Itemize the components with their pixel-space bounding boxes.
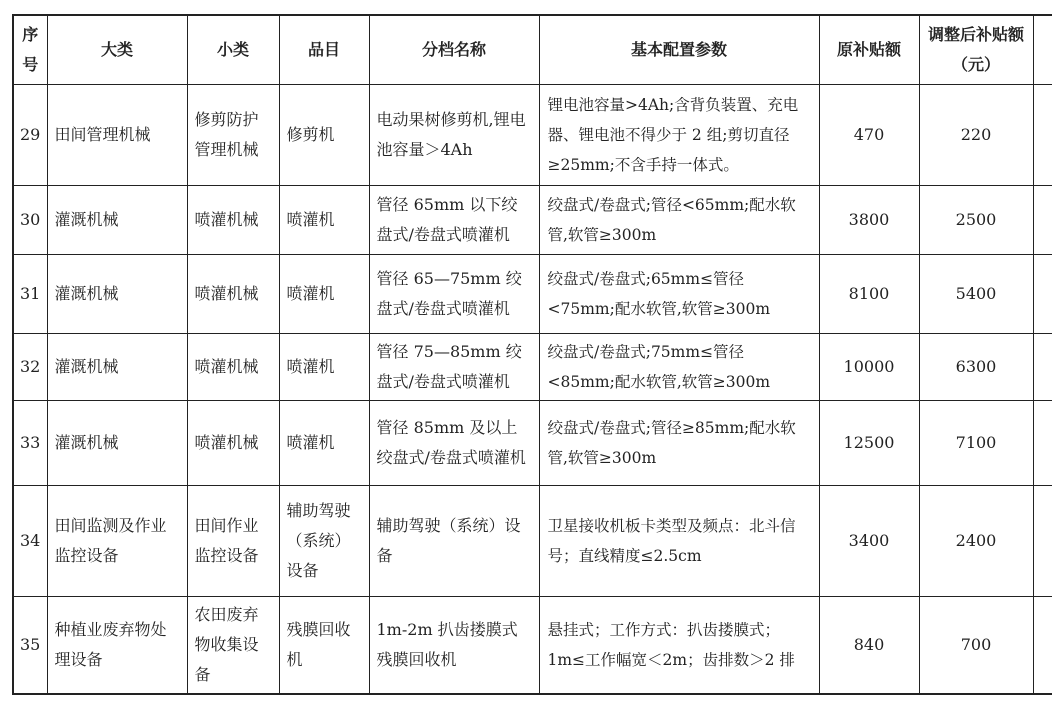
header-extra-column — [1033, 15, 1052, 85]
cell-config: 锂电池容量>4Ah;含背负装置、充电器、锂电池不得少于 2 组;剪切直径≥25mm;不含手持一体式。 — [539, 85, 819, 186]
cell-config: 悬挂式；工作方式：扒齿搂膜式；1m≤工作幅宽＜2m；齿排数＞2 排 — [539, 597, 819, 695]
cell-adjusted-subsidy: 2400 — [919, 486, 1033, 597]
header-index: 序号 — [13, 15, 47, 85]
cell-extra — [1033, 186, 1052, 255]
cell-adjusted-subsidy: 700 — [919, 597, 1033, 695]
cell-subcategory: 农田废弃物收集设备 — [187, 597, 279, 695]
header-category: 大类 — [47, 15, 187, 85]
cell-config: 绞盘式/卷盘式;75mm≤管径<85mm;配水软管,软管≥300m — [539, 334, 819, 401]
cell-category: 灌溉机械 — [47, 186, 187, 255]
cell-category: 灌溉机械 — [47, 401, 187, 486]
cell-tier: 1m-2m 扒齿搂膜式残膜回收机 — [369, 597, 539, 695]
cell-index: 30 — [13, 186, 47, 255]
cell-category: 灌溉机械 — [47, 255, 187, 334]
cell-config: 绞盘式/卷盘式;管径<65mm;配水软管,软管≥300m — [539, 186, 819, 255]
cell-tier: 电动果树修剪机,锂电池容量＞4Ah — [369, 85, 539, 186]
cell-adjusted-subsidy: 2500 — [919, 186, 1033, 255]
subsidy-table-container — [12, 14, 1052, 695]
cell-index: 29 — [13, 85, 47, 186]
cell-tier: 管径 65—75mm 绞盘式/卷盘式喷灌机 — [369, 255, 539, 334]
table-row — [13, 597, 1052, 695]
header-original-subsidy: 原补贴额 — [819, 15, 919, 85]
cell-original-subsidy: 840 — [819, 597, 919, 695]
cell-original-subsidy: 3800 — [819, 186, 919, 255]
cell-config: 绞盘式/卷盘式;65mm≤管径<75mm;配水软管,软管≥300m — [539, 255, 819, 334]
cell-original-subsidy: 10000 — [819, 334, 919, 401]
cell-extra — [1033, 597, 1052, 695]
cell-original-subsidy: 3400 — [819, 486, 919, 597]
cell-extra — [1033, 85, 1052, 186]
cell-config: 卫星接收机板卡类型及频点：北斗信号；直线精度≤2.5cm — [539, 486, 819, 597]
table-row — [13, 85, 1052, 186]
table-row — [13, 186, 1052, 255]
cell-subcategory: 修剪防护管理机械 — [187, 85, 279, 186]
header-row — [13, 15, 1052, 85]
cell-extra — [1033, 334, 1052, 401]
header-item: 品目 — [279, 15, 369, 85]
cell-index: 31 — [13, 255, 47, 334]
cell-subcategory: 喷灌机械 — [187, 334, 279, 401]
cell-index: 33 — [13, 401, 47, 486]
cell-extra — [1033, 401, 1052, 486]
cell-category: 灌溉机械 — [47, 334, 187, 401]
cell-item: 喷灌机 — [279, 334, 369, 401]
cell-item: 喷灌机 — [279, 401, 369, 486]
header-config: 基本配置参数 — [539, 15, 819, 85]
cell-subcategory: 喷灌机械 — [187, 401, 279, 486]
cell-item: 喷灌机 — [279, 186, 369, 255]
header-subcategory: 小类 — [187, 15, 279, 85]
cell-adjusted-subsidy: 220 — [919, 85, 1033, 186]
cell-category: 田间监测及作业监控设备 — [47, 486, 187, 597]
table-row — [13, 255, 1052, 334]
cell-index: 34 — [13, 486, 47, 597]
cell-original-subsidy: 12500 — [819, 401, 919, 486]
cell-adjusted-subsidy: 7100 — [919, 401, 1033, 486]
cell-item: 修剪机 — [279, 85, 369, 186]
cell-adjusted-subsidy: 5400 — [919, 255, 1033, 334]
table-row — [13, 486, 1052, 597]
header-tier: 分档名称 — [369, 15, 539, 85]
table-row — [13, 401, 1052, 486]
cell-item: 喷灌机 — [279, 255, 369, 334]
cell-extra — [1033, 486, 1052, 597]
cell-subcategory: 喷灌机械 — [187, 186, 279, 255]
cell-tier: 管径 75—85mm 绞盘式/卷盘式喷灌机 — [369, 334, 539, 401]
cell-adjusted-subsidy: 6300 — [919, 334, 1033, 401]
cell-index: 35 — [13, 597, 47, 695]
cell-tier: 辅助驾驶（系统）设备 — [369, 486, 539, 597]
header-adjusted-subsidy: 调整后补贴额（元） — [919, 15, 1033, 85]
cell-category: 田间管理机械 — [47, 85, 187, 186]
cell-original-subsidy: 8100 — [819, 255, 919, 334]
table-row — [13, 334, 1052, 401]
cell-item: 辅助驾驶（系统）设备 — [279, 486, 369, 597]
cell-original-subsidy: 470 — [819, 85, 919, 186]
cell-tier: 管径 65mm 以下绞盘式/卷盘式喷灌机 — [369, 186, 539, 255]
cell-tier: 管径 85mm 及以上绞盘式/卷盘式喷灌机 — [369, 401, 539, 486]
cell-subcategory: 田间作业监控设备 — [187, 486, 279, 597]
cell-config: 绞盘式/卷盘式;管径≥85mm;配水软管,软管≥300m — [539, 401, 819, 486]
cell-extra — [1033, 255, 1052, 334]
subsidy-table — [12, 14, 1052, 695]
cell-category: 种植业废弃物处理设备 — [47, 597, 187, 695]
cell-index: 32 — [13, 334, 47, 401]
cell-subcategory: 喷灌机械 — [187, 255, 279, 334]
cell-item: 残膜回收机 — [279, 597, 369, 695]
